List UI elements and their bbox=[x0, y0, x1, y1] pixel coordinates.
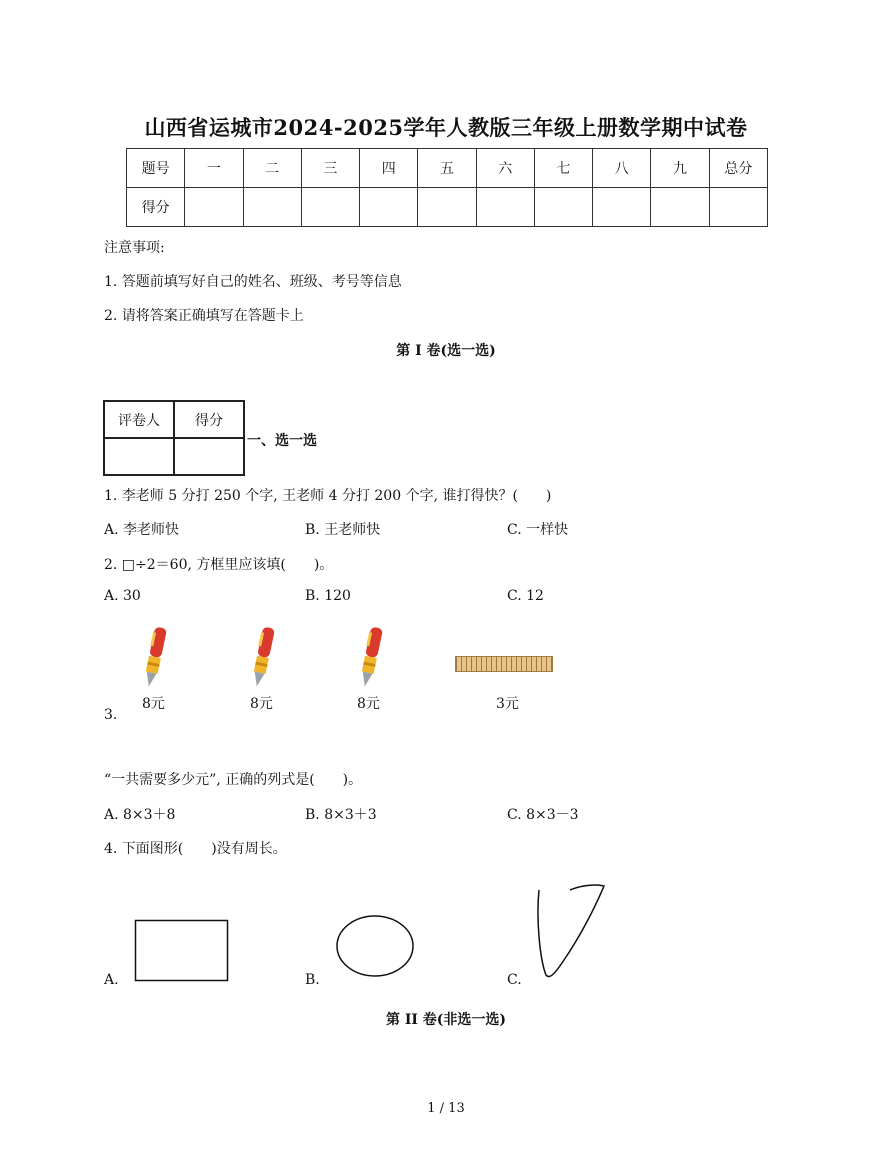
notice-heading: 注意事项: bbox=[104, 240, 165, 256]
page-title: 山西省运城市2024-2025学年人教版三年级上册数学期中试卷 bbox=[144, 115, 748, 140]
question-stem: 1. 李老师 5 分打 250 个字, 王老师 4 分打 200 个字, 谁打得快？( ) bbox=[104, 488, 552, 504]
notice-item: 1. 答题前填写好自己的姓名、班级、考号等信息 bbox=[104, 274, 402, 290]
grader-reviewer-cell[interactable] bbox=[104, 438, 174, 475]
rectangle-figure bbox=[134, 919, 230, 983]
part1-title: 第 I 卷(选一选) bbox=[396, 343, 496, 359]
score-table-header-label: 题号 bbox=[127, 149, 185, 188]
score-table-col: 九 bbox=[651, 149, 709, 188]
score-table-col: 四 bbox=[360, 149, 418, 188]
open-curve-figure bbox=[534, 880, 608, 980]
score-table-col: 七 bbox=[534, 149, 592, 188]
score-table-col: 二 bbox=[243, 149, 301, 188]
score-cell[interactable] bbox=[360, 188, 418, 227]
score-table-row-label: 得分 bbox=[127, 188, 185, 227]
score-cell[interactable] bbox=[709, 188, 767, 227]
option-b[interactable]: B. 王老师快 bbox=[305, 522, 381, 538]
pen-icon bbox=[356, 625, 386, 689]
section1-title: 一、选一选 bbox=[247, 433, 317, 449]
option-a[interactable]: A. 30 bbox=[104, 588, 141, 604]
part2-title: 第 II 卷(非选一选) bbox=[385, 1012, 507, 1028]
item-price: 8元 bbox=[357, 696, 380, 712]
score-cell[interactable] bbox=[476, 188, 534, 227]
option-b[interactable]: B. 8×3＋3 bbox=[305, 807, 377, 823]
score-table-col: 一 bbox=[185, 149, 243, 188]
item-price: 8元 bbox=[142, 696, 165, 712]
score-table-col: 六 bbox=[476, 149, 534, 188]
score-table-col: 八 bbox=[593, 149, 651, 188]
grader-box bbox=[103, 400, 245, 476]
score-cell[interactable] bbox=[534, 188, 592, 227]
option-b[interactable]: B. bbox=[305, 972, 320, 988]
grader-score-label: 得分 bbox=[174, 401, 244, 438]
ruler-icon bbox=[455, 656, 553, 672]
item-price: 3元 bbox=[496, 696, 519, 712]
notice-item: 2. 请将答案正确填写在答题卡上 bbox=[104, 308, 304, 324]
score-table-col: 三 bbox=[301, 149, 359, 188]
option-b[interactable]: B. 120 bbox=[305, 588, 351, 604]
question-stem: “一共需要多少元”, 正确的列式是( )。 bbox=[104, 772, 363, 788]
score-cell[interactable] bbox=[418, 188, 476, 227]
pen-icon bbox=[248, 625, 278, 689]
score-cell[interactable] bbox=[651, 188, 709, 227]
page-number: 1 / 13 bbox=[427, 1101, 465, 1116]
score-cell[interactable] bbox=[301, 188, 359, 227]
score-table bbox=[126, 148, 768, 227]
option-c[interactable]: C. bbox=[507, 972, 522, 988]
score-table-col: 五 bbox=[418, 149, 476, 188]
option-a[interactable]: A. 李老师快 bbox=[104, 522, 180, 538]
grader-reviewer-label: 评卷人 bbox=[104, 401, 174, 438]
option-a[interactable]: A. bbox=[104, 972, 119, 988]
score-cell[interactable] bbox=[243, 188, 301, 227]
item-price: 8元 bbox=[250, 696, 273, 712]
question-stem: 4. 下面图形( )没有周长。 bbox=[104, 841, 287, 857]
option-c[interactable]: C. 12 bbox=[507, 588, 544, 604]
score-cell[interactable] bbox=[593, 188, 651, 227]
pen-icon bbox=[140, 625, 170, 689]
question-number: 3. bbox=[104, 707, 118, 723]
option-c[interactable]: C. 8×3－3 bbox=[507, 807, 579, 823]
option-a[interactable]: A. 8×3＋8 bbox=[104, 807, 176, 823]
question-stem: 2. □÷2＝60, 方框里应该填( )。 bbox=[104, 557, 334, 573]
grader-score-cell[interactable] bbox=[174, 438, 244, 475]
option-c[interactable]: C. 一样快 bbox=[507, 522, 569, 538]
circle-figure bbox=[334, 913, 416, 979]
score-table-col: 总分 bbox=[709, 149, 767, 188]
score-cell[interactable] bbox=[185, 188, 243, 227]
